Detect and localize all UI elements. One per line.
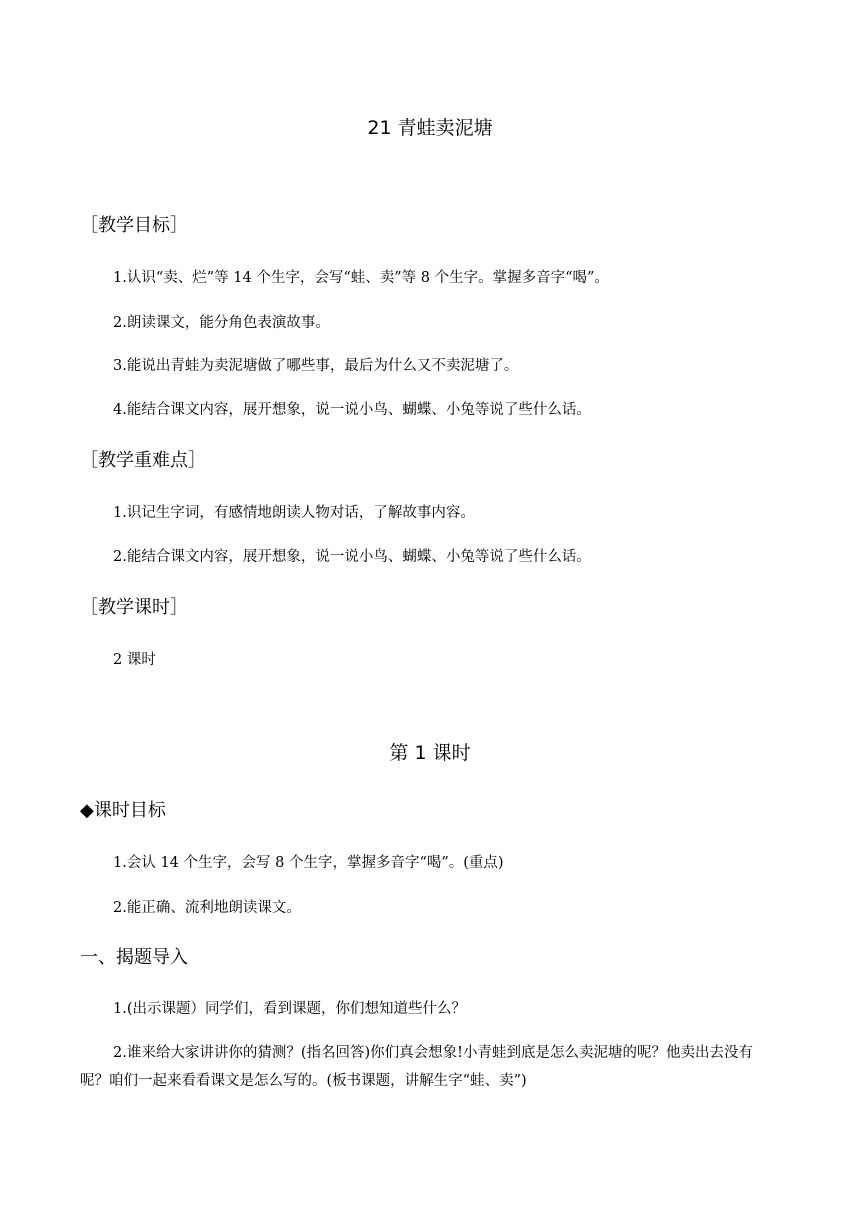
lesson-1-title: 第 1 课时 bbox=[389, 742, 471, 764]
teaching-goal-2: 2.朗读课文，能分角色表演故事。 bbox=[113, 315, 330, 331]
intro-paragraph-2: 2.谁来给大家讲讲你的猜测？(指名回答)你们真会想象!小青蛙到底是怎么卖泥塘的呢？他卖出去没有呢？咱们一起来看看课文是怎么写的。(板书课题，讲解生字“蛙、卖”) bbox=[80, 1045, 753, 1089]
lesson-goals-heading: ◆课时目标 bbox=[80, 800, 166, 821]
document-title: 21 青蛙卖泥塘 bbox=[367, 117, 493, 139]
teaching-periods-heading: ［教学课时］ bbox=[80, 597, 188, 618]
lesson-goal-2: 2.能正确、流利地朗读课文。 bbox=[113, 900, 301, 916]
key-point-1: 1.识记生字词，有感情地朗读人物对话，了解故事内容。 bbox=[113, 505, 475, 521]
lesson-goal-1: 1.会认 14 个生字，会写 8 个生字，掌握多音字“喝”。(重点) bbox=[113, 855, 504, 871]
key-points-heading: ［教学重难点］ bbox=[80, 450, 206, 471]
intro-paragraph-1: 1.(出示课题）同学们，看到课题，你们想知道些什么？ bbox=[113, 1001, 466, 1017]
key-point-2: 2.能结合课文内容，展开想象，说一说小鸟、蝴蝶、小兔等说了些什么话。 bbox=[113, 549, 591, 565]
teaching-goals-heading: ［教学目标］ bbox=[80, 215, 188, 236]
teaching-goal-4: 4.能结合课文内容，展开想象，说一说小鸟、蝴蝶、小兔等说了些什么话。 bbox=[113, 402, 591, 418]
intro-section-heading: 一、揭题导入 bbox=[80, 947, 188, 968]
teaching-periods-value: 2 课时 bbox=[113, 652, 156, 668]
teaching-goal-3: 3.能说出青蛙为卖泥塘做了哪些事，最后为什么又不卖泥塘了。 bbox=[113, 358, 519, 374]
teaching-goal-1: 1.认识“卖、烂”等 14 个生字，会写“蛙、卖”等 8 个生字。掌握多音字“喝”。 bbox=[113, 270, 609, 286]
